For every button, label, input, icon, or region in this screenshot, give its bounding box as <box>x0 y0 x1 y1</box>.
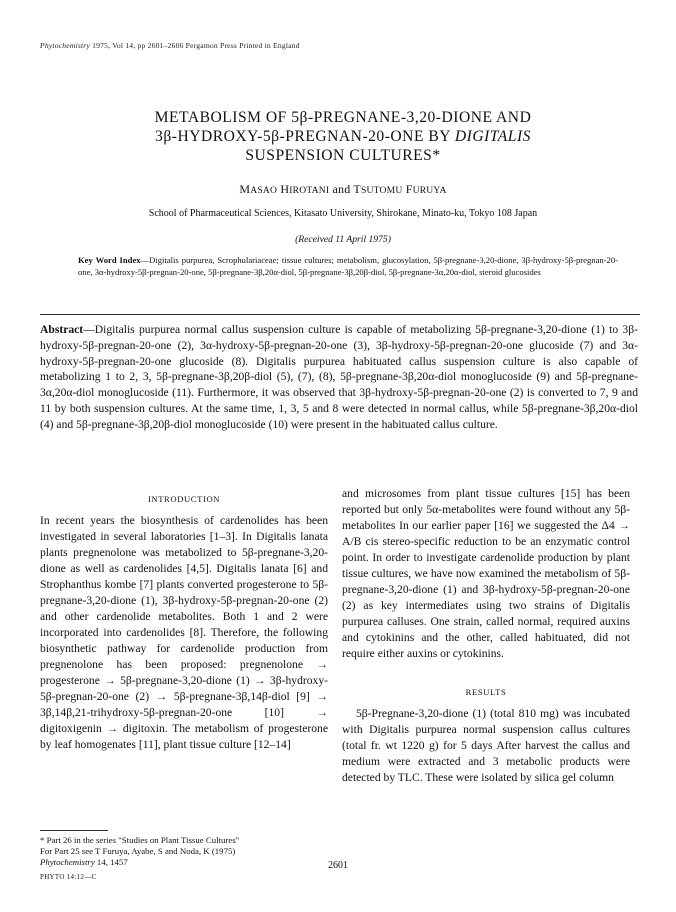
footnote-divider <box>40 830 108 831</box>
header-divider <box>40 314 640 315</box>
introduction-continuation: and microsomes from plant tissue cultures [15] has been reported but only 5α-metabolites were found without any 5β-metabolites In our earlier paper [16] we suggested the Δ4 → A/B cis stereo-specific reduction to be an enzymatic control point. In order to investigate cardenolide production by plant tissue cultures, we have now examined the metabolism of 5β-pregnane-3,20-dione (1) and 3β-hydroxy-5β-pregnan-20-one (2) as key intermediates using two strains of Digitalis purpurea calluses. One strain, called normal, required auxins and cytokinins and the other, called habituated, did not require either auxins or cytokinins. <box>342 487 630 660</box>
paper-title <box>40 108 646 165</box>
title-line-1: METABOLISM OF 5β-PREGNANE-3,20-DIONE AND <box>154 109 532 126</box>
journal-details: 1975, Vol 14, pp 2601–2606 Pergamon Press Printed in England <box>92 41 300 50</box>
introduction-paragraph: In recent years the biosynthesis of cardenolides has been investigated in several laboratories [1–3]. In Digitalis lanata plants pregnenolone was metabolized to 5β-pregnane-3,20-dione as well as cardenolides [4,5]. Digitalis lanata [6] and Strophanthus kombe [7] plants converted progesterone to 5β-pregnane-3,20-dione (1), 3β-hydroxy-5β-pregnan-20-one (2) and other cardenolide metabolites. Both 1 and 2 were incorporated into cardenolides [8]. Therefore, the following biosynthetic pathway for cardenolide production from pregnenolone has been proposed: pregnenolone → progesterone → 5β-pregnane-3,20-dione (1) → 3β-hydroxy-5β-pregnan-20-one (2) → 5β-pregnane-3β,14β-diol [9] → 3β,14β,21-trihydroxy-5β-pregnan-20-one [10] → digitoxigenin → digitoxin. The metabolism of progesterone by leaf homogenates [11], plant tissue culture [12–14] <box>40 514 328 751</box>
author-1: MASAO HIROTANI <box>239 182 330 196</box>
title-line-2 <box>40 127 646 146</box>
journal-name: Phytochemistry <box>40 41 91 50</box>
authors <box>40 182 646 197</box>
footnote-line-1: * Part 26 in the series "Studies on Plant Tissue Cultures" <box>40 835 240 845</box>
author-2: TSUTOMU FURUYA <box>353 182 447 196</box>
results-heading: RESULTS <box>465 687 507 697</box>
footnote-line-2: For Part 25 see T Furuya, Ayabe, S and Noda, K (1975) <box>40 846 236 856</box>
results-paragraph: 5β-Pregnane-3,20-dione (1) (total 810 mg) was incubated with Digitalis purpurea normal suspension callus cultures (total fr. wt 1220 g) for 5 days After harvest the callus and medium were extracted and 3 metabolic products were detected by TLC. These were isolated by silica gel column <box>342 707 630 784</box>
affiliation: School of Pharmaceutical Sciences, Kitasato University, Shirokane, Minato-ku, Tokyo 108 Japan <box>148 208 538 219</box>
authors-and: and <box>332 182 351 196</box>
print-code: PHYTO 14:12—C <box>40 873 97 881</box>
received-date: (Received 11 April 1975) <box>295 234 391 245</box>
abstract <box>40 322 638 433</box>
page-number: 2601 <box>328 860 348 871</box>
introduction-heading: INTRODUCTION <box>147 494 221 504</box>
title-line-3: SUSPENSION CULTURES* <box>245 147 441 164</box>
keyword-index <box>78 254 618 279</box>
abstract-text: —Digitalis purpurea normal callus suspension culture is capable of metabolizing 5β-pregnane-3,20-dione (1) to 3β-hydroxy-5β-pregnan-20-one (2), 3α-hydroxy-5β-pregnan-20-one (3), 3β-hydroxy-5β-pregnan-20-one glucoside (7) and 3α-hydroxy-5β-pregnan-20-one glucoside (8). Digitalis purpurea habituated callus suspension culture is also capable of metabolizing 1 to 2, 3, 5β-pregnane-3β,20β-diol (5), (7), (8), 5β-pregnane-3β,20α-diol monoglucoside (9) and 5β-pregnane-3α,20α-diol monoglucoside (11). Furthermore, it was observed that 3β-hydroxy-5β-pregnan-20-one (2) is converted to 7, 9 and 11 by both suspension cultures. At the same time, 1, 3, 5 and 8 were detected in normal callus, while 5β-pregnane-3β,20α-diol (4) and 5β-pregnane-3β,20β-diol monoglucoside (10) were present in the habituated callus culture. <box>40 323 638 431</box>
keyword-label: Key Word Index <box>78 255 141 265</box>
footnote-line-3: Phytochemistry 14, 1457 <box>40 857 128 867</box>
abstract-label: Abstract <box>40 323 84 336</box>
keyword-text: —Digitalis purpurea, Scrophulariaceae; tissue cultures; metabolism, glucosylation, 5β-pregnane-3,20-dione, 3β-hydroxy-5β-pregnan-20-one, 3α-hydroxy-5β-pregnan-20-one, 5β-pregnane-3β,20α-diol, 5β-pregnane-3β,20β-diol, 5β-pregnane-3α,20α-diol, steroid glucosides <box>78 255 618 278</box>
running-head <box>40 41 300 50</box>
left-column <box>40 486 328 753</box>
title-line-2-italic: DIGITALIS <box>454 128 531 145</box>
right-column <box>342 486 630 786</box>
title-line-2-roman: 3β-HYDROXY-5β-PREGNAN-20-ONE BY <box>155 128 451 145</box>
